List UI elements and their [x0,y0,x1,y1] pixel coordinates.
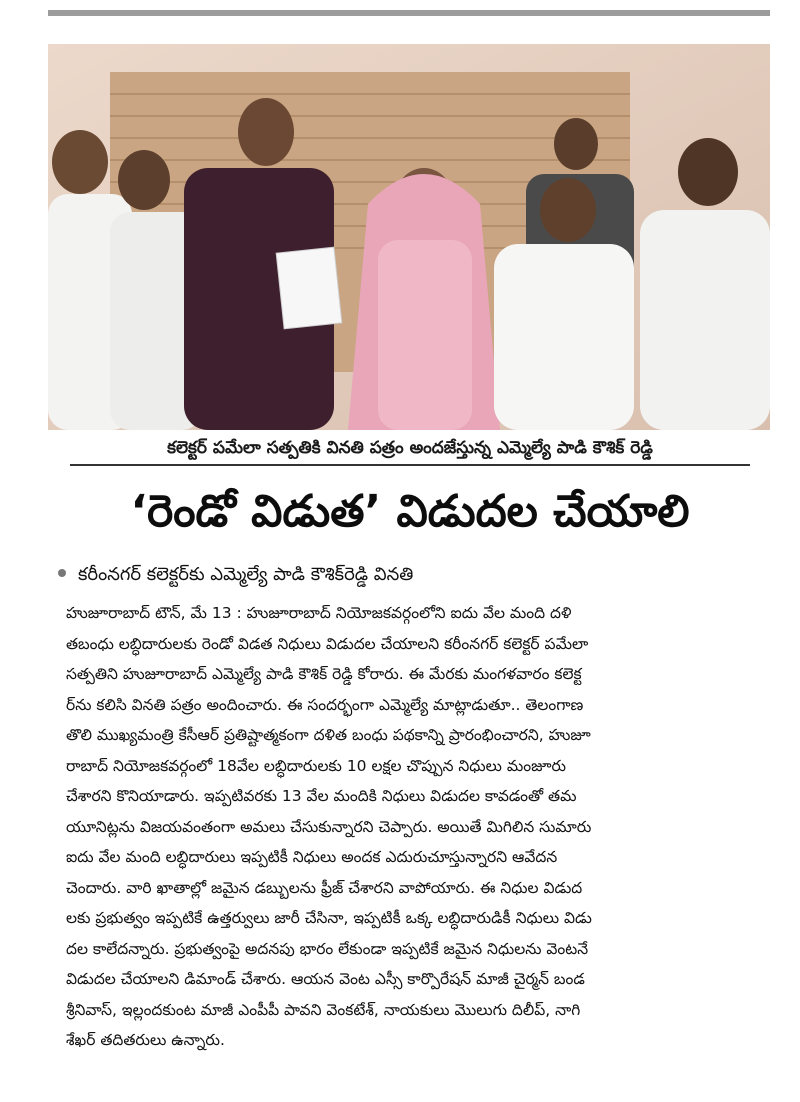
body-line: తబంధు లబ్ధిదారులకు రెండో విడత నిధులు విడుదల చేయాలని కరీంనగర్ కలెక్టర్ పమేలా [66,634,589,653]
body-line: లకు ప్రభుత్వం ఇప్పటికే ఉత్తర్వులు జారీ చేసినా, ఇప్పటికీ ఒక్క లబ్ధిదారుడికీ నిధులు విడు [66,909,592,927]
body-line: దల కాలేదన్నారు. ప్రభుత్వంపై అదనపు భారం లేకుండా ఇప్పటికే జమైన నిధులను వెంటనే [66,939,589,958]
subheadline-text: కరీంనగర్ కలెక్టర్‌కు ఎమ్మెల్యే పాడి కౌశిక్‌రెడ్డి వినతి [78,564,414,585]
caption-rule [70,464,750,466]
body-line: హుజూరాబాద్ టౌన్, మే 13 : హుజూరాబాద్ నియోజకవర్గంలోని ఐదు వేల మంది దళి [66,604,572,622]
news-photo-illustration [48,44,770,430]
bullet-icon [58,569,66,577]
body-line: శేఖర్ తదితరులు ఉన్నారు. [66,1031,225,1049]
news-photo [48,44,770,430]
body-line: చెందారు. వారి ఖాతాల్లో జమైన డబ్బులను ఫ్రీజ్ చేశారని వాపోయారు. ఈ నిధుల విడుద [66,878,583,897]
subheadline [58,560,758,590]
body-line: ఐదు వేల మంది లబ్ధిదారులు ఇప్పటికీ నిధులు అందక ఎదురుచూస్తున్నారని ఆవేదన [66,848,558,866]
top-rule [48,10,770,16]
body-line: శ్రీనివాస్, ఇల్లందకుంట మాజీ ఎంపీపీ పావని వెంకటేశ్, నాయకులు మొలుగు దిలీప్, నాగి [66,1000,581,1019]
headline: ‘రెండో విడుత’ విడుదల చేయాలి [130,486,690,537]
body-line: విడుదల చేయాలని డిమాండ్ చేశారు. ఆయన వెంట ఎస్సీ కార్పొరేషన్ మాజీ చైర్మన్ బండ [66,970,585,988]
body-line: యూనిట్లను విజయవంతంగా అమలు చేసుకున్నారని చెప్పారు. అయితే మిగిలిన సుమారు [66,817,592,836]
article-body [66,598,772,1098]
body-line: తొలి ముఖ్యమంత్రి కేసీఆర్ ప్రతిష్టాత్మకంగా దళిత బంధు పథకాన్ని ప్రారంభించారని, హుజూ [66,726,591,744]
body-line: ర్‌ను కలిసి వినతి పత్రం అందించారు. ఈ సందర్భంగా ఎమ్మెల్యే మాట్లాడుతూ.. తెలంగాణ [66,695,584,714]
photo-caption: కలెక్టర్ పమేలా సత్పతికి వినతి పత్రం అందజేస్తున్న ఎమ్మెల్యే పాడి కౌశిక్ రెడ్డి [167,438,653,458]
body-line: చేశారని కొనియాడారు. ఇప్పటివరకు 13 వేల మందికి నిధులు విడుదల కావడంతో తమ [66,787,577,805]
body-line: సత్పతిని హుజూరాబాద్ ఎమ్మెల్యే పాడి కౌశిక్ రెడ్డి కోరారు. ఈ మేరకు మంగళవారం కలెక్ట [66,665,582,683]
body-line: రాబాద్ నియోజకవర్గంలో 18వేల లబ్ధిదారులకు 10 లక్షల చొప్పున నిధులు మంజూరు [66,756,567,775]
